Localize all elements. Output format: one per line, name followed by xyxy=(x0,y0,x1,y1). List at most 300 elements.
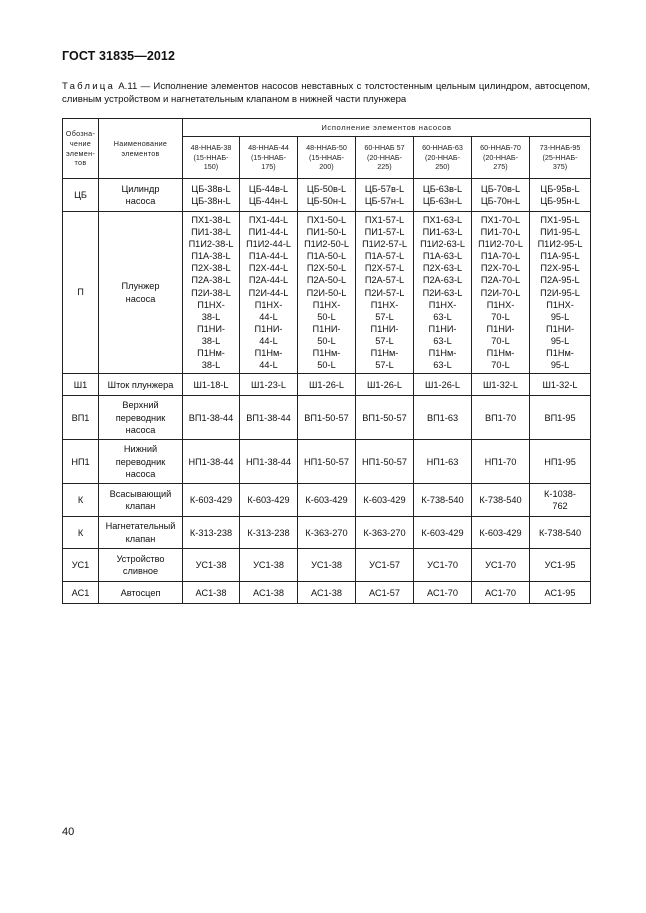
text-line: ЦБ-38в-L xyxy=(191,183,231,194)
text-line: 57-L xyxy=(375,360,394,371)
cell-designation: ЦБ xyxy=(63,179,99,212)
cell-value xyxy=(356,179,414,212)
text-line: НП1-63 xyxy=(426,456,459,467)
cell-value xyxy=(530,374,591,396)
text-line: П1НХ- xyxy=(254,299,283,310)
text-line: ВП1-63 xyxy=(426,412,459,423)
table-caption xyxy=(62,80,590,106)
text-line: УС1-70 xyxy=(485,560,516,571)
text-line: П1НИ- xyxy=(428,323,457,334)
cell-value xyxy=(240,582,298,604)
cell-value xyxy=(530,396,591,440)
text-line: 63-L xyxy=(433,311,452,322)
cell-value xyxy=(356,440,414,484)
text-line: ЦБ-50в-L xyxy=(306,183,347,194)
text-line: насоса xyxy=(125,293,156,304)
text-line: Всасывающий xyxy=(109,488,172,499)
table-caption-label: Таблица xyxy=(62,81,116,92)
text-line: (20-ННАБ- xyxy=(366,152,403,162)
text-line: ПИ1-70-L xyxy=(480,227,521,238)
cell-value xyxy=(298,549,356,582)
cell-value xyxy=(298,484,356,517)
text-line: П2И-38-L xyxy=(191,287,231,298)
text-line: ЦБ-44в-L xyxy=(248,183,289,194)
text-line: П2Х-57-L xyxy=(364,263,405,274)
cell-element-name xyxy=(99,179,183,212)
text-line: УС1-95 xyxy=(544,560,576,571)
cell-value xyxy=(472,396,530,440)
text-line: Ш1-23-L xyxy=(251,379,286,390)
text-line: насоса xyxy=(125,468,156,479)
text-line: (15-ННАБ- xyxy=(193,152,229,162)
text-line: 50-L xyxy=(317,335,336,346)
text-line: 50-L xyxy=(317,360,336,371)
cell-value xyxy=(240,396,298,440)
table-row xyxy=(63,484,591,517)
text-line: ПИ1-44-L xyxy=(248,227,289,238)
text-line: П1И2-57-L xyxy=(362,239,407,250)
text-line: (15-ННАБ- xyxy=(250,152,287,162)
text-line: Нижний xyxy=(123,444,158,455)
text-line: К-603-429 xyxy=(363,495,406,506)
table-row xyxy=(63,517,591,549)
text-line: ЦБ-95н-L xyxy=(540,196,580,206)
cell-value xyxy=(414,212,472,374)
pump-elements-table xyxy=(62,118,591,604)
text-line: 95-L xyxy=(550,335,570,346)
header-pump-1 xyxy=(183,137,240,179)
text-line: ВП1-70 xyxy=(484,412,517,423)
cell-element-name xyxy=(99,374,183,396)
text-line: П1Нм- xyxy=(428,348,457,359)
text-line: К-738-540 xyxy=(421,495,464,506)
cell-value xyxy=(414,440,472,484)
header-pump-5 xyxy=(414,137,472,179)
text-line: АС1-70 xyxy=(427,587,458,598)
text-line: переводник xyxy=(115,456,166,467)
cell-element-name xyxy=(99,212,183,374)
text-line: 38-L xyxy=(201,335,221,346)
text-line: П1А-95-L xyxy=(540,251,580,262)
text-line: АС1-38 xyxy=(253,587,284,598)
cell-value xyxy=(530,212,591,374)
text-line: клапан xyxy=(125,533,156,544)
text-line: 57-L xyxy=(375,335,394,346)
text-line: П1И2-50-L xyxy=(304,239,349,250)
text-line: насоса xyxy=(125,196,156,206)
text-line: ЦБ-57в-L xyxy=(364,183,405,194)
text-line: П1НИ- xyxy=(254,323,283,334)
text-line: К-363-270 xyxy=(363,527,406,538)
text-line: АС1-38 xyxy=(311,587,342,598)
text-line: 44-L xyxy=(259,360,278,371)
text-line: П2Х-50-L xyxy=(306,263,347,274)
table-row xyxy=(63,582,591,604)
text-line: 225) xyxy=(377,162,392,172)
text-line: П1А-57-L xyxy=(364,251,405,262)
cell-value xyxy=(183,179,240,212)
text-line: П1Нм- xyxy=(197,348,225,359)
text-line: П1Нм- xyxy=(370,348,399,359)
text-line: 200) xyxy=(319,162,334,172)
text-line: 175) xyxy=(261,162,276,172)
table-header-row xyxy=(63,119,591,137)
cell-value xyxy=(183,517,240,549)
cell-value xyxy=(240,179,298,212)
text-line: ЦБ-95в-L xyxy=(540,183,580,194)
header-pump-6 xyxy=(472,137,530,179)
text-line: П1НХ- xyxy=(370,299,399,310)
cell-element-name xyxy=(99,440,183,484)
text-line: ПХ1-57-L xyxy=(364,215,405,225)
text-line: Верхний xyxy=(122,400,159,411)
cell-value xyxy=(240,212,298,374)
text-line: ПХ1-63-L xyxy=(422,215,463,225)
text-line: 762 xyxy=(552,501,568,512)
text-line: П1НХ- xyxy=(197,299,225,310)
text-line: 50-L xyxy=(317,311,336,322)
text-line: переводник xyxy=(115,412,166,423)
cell-value xyxy=(240,549,298,582)
text-line: П1НИ- xyxy=(196,323,225,334)
text-line: АС1-95 xyxy=(544,587,576,598)
text-line: УС1-38 xyxy=(253,560,284,571)
text-line: ПИ1-95-L xyxy=(540,227,580,238)
text-line: К-603-429 xyxy=(421,527,464,538)
text-line: НП1-50-57 xyxy=(304,456,349,467)
text-line: П2И-95-L xyxy=(540,287,580,298)
cell-designation: П xyxy=(63,212,99,374)
text-line: К-738-540 xyxy=(538,527,582,538)
text-line: П1А-70-L xyxy=(480,251,521,262)
text-line: П2И-70-L xyxy=(480,287,521,298)
text-line: П1НИ- xyxy=(370,323,399,334)
cell-value xyxy=(298,179,356,212)
text-line: 275) xyxy=(493,162,508,172)
text-line: Ш1-32-L xyxy=(542,379,578,390)
text-line: П2И-63-L xyxy=(422,287,463,298)
text-line: ЦБ-63н-L xyxy=(422,196,463,206)
text-line: П1НИ- xyxy=(486,323,515,334)
text-line: 38-L xyxy=(201,360,221,371)
text-line: П1А-50-L xyxy=(306,251,347,262)
cell-element-name xyxy=(99,582,183,604)
text-line: ПИ1-38-L xyxy=(191,227,231,238)
cell-value xyxy=(356,374,414,396)
text-line: П1И2-70-L xyxy=(478,239,523,250)
text-line: ВП1-50-57 xyxy=(362,412,407,423)
text-line: 70-L xyxy=(491,335,510,346)
text-line: тов xyxy=(74,158,87,168)
text-line: 60-ННАБ-70 xyxy=(480,142,521,152)
document-standard-title: ГОСТ 31835—2012 xyxy=(62,49,176,63)
text-line: Плунжер xyxy=(121,281,160,292)
cell-value xyxy=(298,374,356,396)
text-line: П1А-44-L xyxy=(248,251,289,262)
text-line: 44-L xyxy=(259,311,278,322)
cell-value xyxy=(240,517,298,549)
text-line: НП1-95 xyxy=(544,456,576,467)
text-line: 95-L xyxy=(550,311,570,322)
text-line: П1НХ- xyxy=(546,299,574,310)
text-line: Устройство xyxy=(116,553,165,564)
text-line: ЦБ-57н-L xyxy=(364,196,405,206)
text-line: УС1-70 xyxy=(427,560,458,571)
cell-value xyxy=(414,582,472,604)
cell-value xyxy=(414,549,472,582)
cell-value xyxy=(298,582,356,604)
text-line: П2Х-95-L xyxy=(540,263,580,274)
text-line: 60-ННАБ 57 xyxy=(364,142,405,152)
text-line: 73-ННАБ-95 xyxy=(539,142,581,152)
text-line: П1И2-95-L xyxy=(537,239,583,250)
text-line: К-363-270 xyxy=(305,527,348,538)
cell-element-name xyxy=(99,396,183,440)
cell-value xyxy=(472,179,530,212)
text-line: Ш1-26-L xyxy=(425,379,460,390)
text-line: ПИ1-57-L xyxy=(364,227,405,238)
text-line: П1И2-44-L xyxy=(246,239,291,250)
cell-value xyxy=(183,396,240,440)
text-line: П1НИ- xyxy=(312,323,341,334)
table-body xyxy=(63,179,591,604)
text-line: 48-ННАБ-50 xyxy=(306,142,347,152)
text-line: 70-L xyxy=(491,311,510,322)
cell-value xyxy=(183,549,240,582)
text-line: 375) xyxy=(552,162,568,172)
cell-value xyxy=(414,396,472,440)
text-line: насоса xyxy=(125,424,156,435)
text-line: П2А-63-L xyxy=(422,275,463,286)
text-line: ЦБ-50н-L xyxy=(306,196,347,206)
text-line: П1Нм- xyxy=(312,348,341,359)
text-line: 95-L xyxy=(550,360,570,371)
text-line: П2А-38-L xyxy=(191,275,231,286)
text-line: Нагнетательный xyxy=(105,521,176,532)
cell-value xyxy=(356,582,414,604)
text-line: К-603-429 xyxy=(305,495,348,506)
cell-value xyxy=(298,212,356,374)
text-line: П1НХ- xyxy=(486,299,515,310)
cell-value xyxy=(240,374,298,396)
text-line: Ш1-18-L xyxy=(193,379,229,390)
text-line: ПХ1-44-L xyxy=(248,215,289,225)
text-line: АС1-57 xyxy=(369,587,400,598)
text-line: 48-ННАБ-38 xyxy=(190,142,232,152)
text-line: К-603-429 xyxy=(189,495,233,506)
text-line: ВП1-50-57 xyxy=(304,412,349,423)
text-line: НП1-70 xyxy=(484,456,517,467)
text-line: П1И2-38-L xyxy=(188,239,234,250)
cell-value xyxy=(472,212,530,374)
text-line: П2Х-44-L xyxy=(248,263,289,274)
cell-value xyxy=(414,374,472,396)
cell-designation: К xyxy=(63,484,99,517)
text-line: Ш1-26-L xyxy=(309,379,344,390)
cell-value xyxy=(240,440,298,484)
text-line: (20-ННАБ- xyxy=(482,152,519,162)
text-line: УС1-38 xyxy=(311,560,342,571)
text-line: П2Х-38-L xyxy=(191,263,231,274)
text-line: АС1-38 xyxy=(195,587,227,598)
text-line: УС1-57 xyxy=(369,560,400,571)
table-caption-text: А.11 — Исполнение элементов насосов невставных с толстостенным цельным цилиндром, автосцепом, сливным устройством и нагнетательным клапаном в нижней части плунжера xyxy=(62,81,590,105)
text-line: 48-ННАБ-44 xyxy=(248,142,289,152)
text-line: НП1-50-57 xyxy=(362,456,407,467)
cell-value xyxy=(356,396,414,440)
text-line: П1Нм- xyxy=(546,348,574,359)
cell-value xyxy=(414,179,472,212)
cell-designation: К xyxy=(63,517,99,549)
text-line: УС1-38 xyxy=(195,560,227,571)
cell-value xyxy=(472,374,530,396)
table-row xyxy=(63,440,591,484)
text-line: ЦБ-70н-L xyxy=(480,196,521,206)
text-line: Обозна- xyxy=(65,128,96,138)
text-line: П2Х-70-L xyxy=(480,263,521,274)
text-line: чение xyxy=(69,138,92,148)
cell-value xyxy=(472,549,530,582)
text-line: К-603-429 xyxy=(247,495,290,506)
page-number: 40 xyxy=(62,826,75,838)
header-pump-7 xyxy=(530,137,591,179)
text-line: 70-L xyxy=(491,360,510,371)
header-designation xyxy=(63,119,99,179)
cell-value xyxy=(356,212,414,374)
text-line: П1Нм- xyxy=(486,348,515,359)
cell-value xyxy=(530,549,591,582)
text-line: ПХ1-38-L xyxy=(191,215,231,225)
cell-value xyxy=(183,440,240,484)
text-line: Шток плунжера xyxy=(107,379,174,390)
text-line: К-1038- xyxy=(544,488,576,499)
text-line: ЦБ-70в-L xyxy=(480,183,521,194)
text-line: 63-L xyxy=(433,335,452,346)
cell-value xyxy=(183,484,240,517)
header-element-name xyxy=(99,119,183,179)
cell-element-name xyxy=(99,517,183,549)
cell-value xyxy=(183,374,240,396)
cell-value xyxy=(530,517,591,549)
text-line: (25-ННАБ- xyxy=(542,152,578,162)
text-line: НП1-38-44 xyxy=(246,456,291,467)
text-line: клапан xyxy=(125,501,156,512)
table-row xyxy=(63,549,591,582)
cell-element-name xyxy=(99,484,183,517)
cell-value xyxy=(472,484,530,517)
cell-value xyxy=(472,582,530,604)
text-line: 63-L xyxy=(433,360,452,371)
text-line: П2А-95-L xyxy=(540,275,580,286)
text-line: 38-L xyxy=(201,311,221,322)
text-line: (15-ННАБ- xyxy=(308,152,345,162)
cell-designation: НП1 xyxy=(63,440,99,484)
cell-value xyxy=(530,582,591,604)
text-line: П1А-63-L xyxy=(422,251,463,262)
text-line: Ш1-32-L xyxy=(483,379,518,390)
text-line: ЦБ-63в-L xyxy=(422,183,463,194)
text-line: (20-ННАБ- xyxy=(424,152,461,162)
cell-value xyxy=(298,396,356,440)
text-line: ПХ1-50-L xyxy=(306,215,347,225)
text-line: ЦБ-44н-L xyxy=(248,196,289,206)
header-pump-2 xyxy=(240,137,298,179)
text-line: ПХ1-95-L xyxy=(540,215,580,225)
text-line: П2А-57-L xyxy=(364,275,405,286)
text-line: Цилиндр xyxy=(121,183,160,194)
text-line: ПИ1-50-L xyxy=(306,227,347,238)
text-line: П1А-38-L xyxy=(191,251,231,262)
cell-designation: Ш1 xyxy=(63,374,99,396)
cell-value xyxy=(183,582,240,604)
text-line: П2А-50-L xyxy=(306,275,347,286)
text-line: НП1-38-44 xyxy=(188,456,234,467)
text-line: К-313-238 xyxy=(189,527,233,538)
text-line: К-738-540 xyxy=(479,495,522,506)
text-line: ВП1-38-44 xyxy=(246,412,291,423)
cell-value xyxy=(356,484,414,517)
text-line: Автосцеп xyxy=(120,587,161,598)
text-line: П2Х-63-L xyxy=(422,263,463,274)
text-line: Наименование xyxy=(113,138,168,148)
table-row xyxy=(63,374,591,396)
text-line: ЦБ-38н-L xyxy=(191,196,231,206)
cell-value xyxy=(530,440,591,484)
text-line: 150) xyxy=(203,162,219,172)
text-line: П2И-44-L xyxy=(248,287,289,298)
text-line: ВП1-38-44 xyxy=(188,412,234,423)
table-row xyxy=(63,212,591,374)
text-line: П1НХ- xyxy=(428,299,457,310)
cell-value xyxy=(530,484,591,517)
text-line: ВП1-95 xyxy=(544,412,576,423)
text-line: Ш1-26-L xyxy=(367,379,402,390)
text-line: ПХ1-70-L xyxy=(480,215,521,225)
cell-value xyxy=(414,517,472,549)
text-line: сливное xyxy=(122,566,159,577)
text-line: элемен- xyxy=(65,148,96,158)
header-pump-4 xyxy=(356,137,414,179)
cell-value xyxy=(530,179,591,212)
cell-value xyxy=(240,484,298,517)
text-line: П1НХ- xyxy=(312,299,341,310)
text-line: элементов xyxy=(121,148,160,158)
text-line: П1НИ- xyxy=(546,323,575,334)
cell-designation: ВП1 xyxy=(63,396,99,440)
text-line: П1И2-63-L xyxy=(420,239,465,250)
text-line: АС1-70 xyxy=(485,587,516,598)
cell-value xyxy=(183,212,240,374)
text-line: К-603-429 xyxy=(479,527,522,538)
cell-designation: АС1 xyxy=(63,582,99,604)
text-line: П2А-44-L xyxy=(248,275,289,286)
cell-value xyxy=(298,517,356,549)
text-line: 44-L xyxy=(259,335,278,346)
text-line: П2А-70-L xyxy=(480,275,521,286)
header-pump-3 xyxy=(298,137,356,179)
cell-value xyxy=(356,549,414,582)
table-row xyxy=(63,396,591,440)
text-line: 57-L xyxy=(375,311,394,322)
text-line: 60-ННАБ-63 xyxy=(422,142,463,152)
table-row xyxy=(63,179,591,212)
cell-element-name xyxy=(99,549,183,582)
cell-value xyxy=(472,517,530,549)
cell-value xyxy=(298,440,356,484)
text-line: ПИ1-63-L xyxy=(422,227,463,238)
header-pump-execution: Исполнение элементов насосов xyxy=(183,119,591,137)
text-line: П2И-57-L xyxy=(364,287,405,298)
